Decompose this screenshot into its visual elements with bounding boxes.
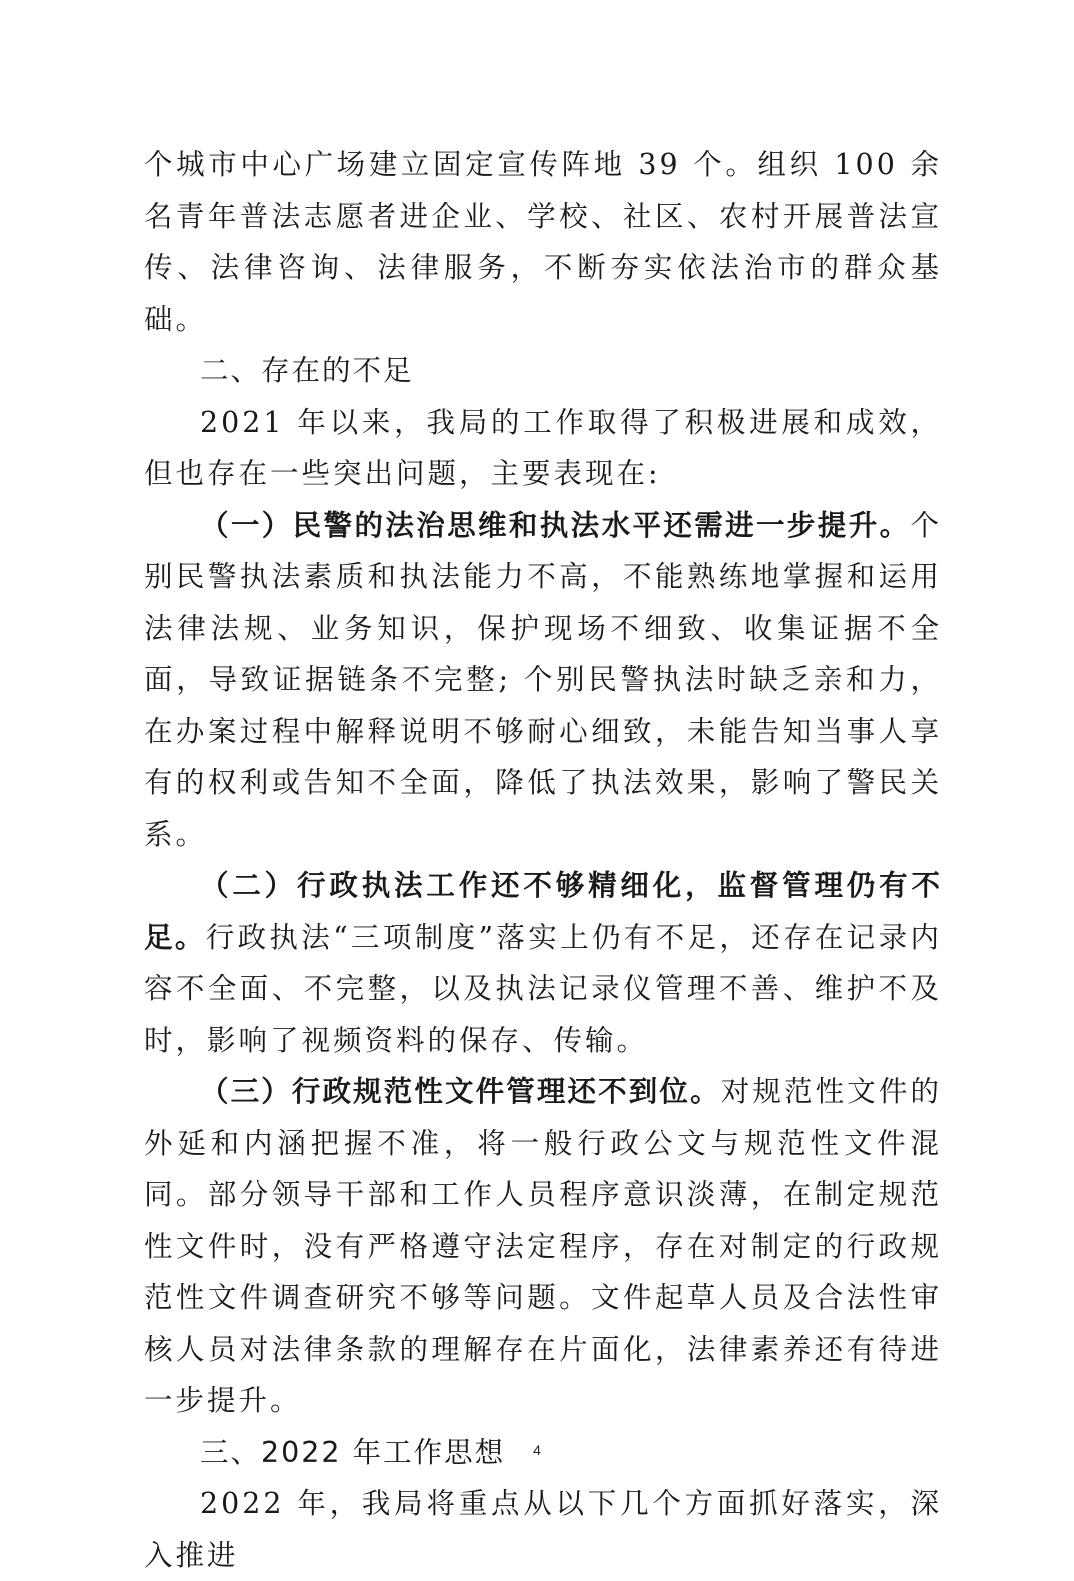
paragraph-item-2 (144, 860, 942, 1066)
paragraph-item-1 (144, 500, 942, 861)
section-heading-3: 三、2022 年工作思想 (200, 1435, 506, 1469)
paragraph-item-3 (144, 1066, 942, 1427)
item-3-title: （三）行政规范性文件管理还不到位。 (200, 1075, 721, 1108)
document-body (144, 139, 942, 1581)
page-number: 4 (533, 1442, 541, 1458)
section-heading-2: 二、存在的不足 (200, 354, 414, 387)
item-2-body: 行政执法“三项制度”落实上仍有不足，还存在记录内容不全面、不完整，以及执法记录仪管理不善、维护不及时，影响了视频资料的保存、传输。 (144, 920, 942, 1057)
paragraph-plan: 2022 年，我局将重点从以下几个方面抓好落实，深入推进 (144, 1487, 942, 1572)
paragraph-intro: 2021 年以来，我局的工作取得了积极进展和成效，但也存在一些突出问题，主要表现在: (144, 405, 942, 490)
item-2-title: （二）行政执法工作还不够精细化，监督管理仍有不足。 (144, 869, 942, 954)
item-1-body: 个别民警执法素质和执法能力不高，不能熟练地掌握和运用法律法规、业务知识，保护现场不细致、收集证据不全面，导致证据链条不完整; 个别民警执法时缺乏亲和力，在办案过程中解释说明不够耐心细致，未能告知当事人享有的权利或告知不全面，降低了执法效果，影响了警民关系。 (144, 508, 942, 851)
item-1-title: （一）民警的法治思维和执法水平还需进一步提升。 (200, 508, 911, 542)
item-3-body: 对规范性文件的外延和内涵把握不准，将一般行政公文与规范性文件混同。部分领导干部和工作人员程序意识淡薄，在制定规范性文件时，没有严格遵守法定程序，存在对制定的行政规范性文件调查研究不够等问题。文件起草人员及合法性审核人员对法律条款的理解存在片面化，法律素养还有待进一步提升。 (144, 1075, 942, 1417)
paragraph-continuation: 个城市中心广场建立固定宣传阵地 39 个。组织 100 余名青年普法志愿者进企业、学校、社区、农村开展普法宣传、法律咨询、法律服务，不断夯实依法治市的群众基础。 (144, 148, 942, 336)
